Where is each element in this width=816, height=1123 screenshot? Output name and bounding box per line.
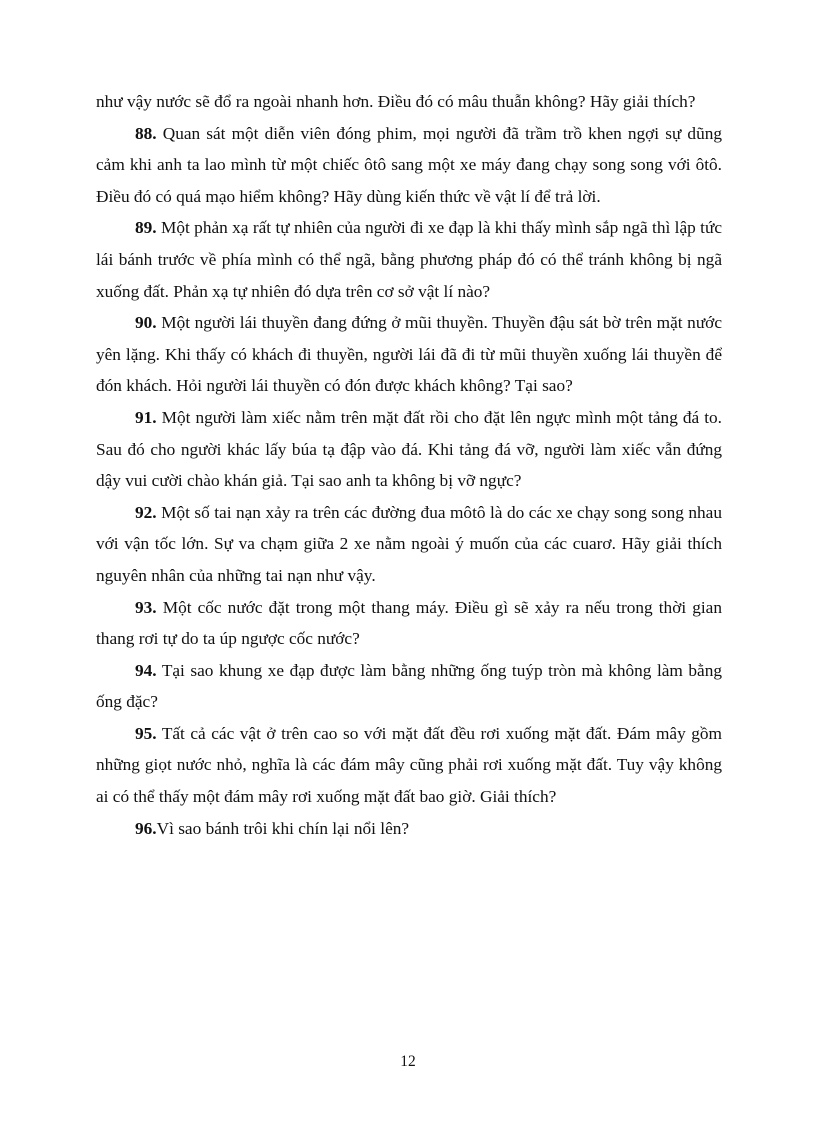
question-88 (96, 118, 722, 213)
continuation-paragraph: như vậy nước sẽ đổ ra ngoài nhanh hơn. Điều đó có mâu thuẫn không? Hãy giải thích? (96, 92, 696, 111)
question-text: Một cốc nước đặt trong một thang máy. Điều gì sẽ xảy ra nếu trong thời gian thang rơi tự do ta úp ngược cốc nước? (96, 597, 722, 649)
question-91 (96, 402, 722, 497)
question-text: Một số tai nạn xảy ra trên các đường đua môtô là do các xe chạy song song nhau với vận tốc lớn. Sự va chạm giữa 2 xe nằm ngoài ý muốn của các cuarơ. Hãy giải thích nguyên nhân của những tai nạn như vậy. (96, 502, 722, 585)
page-number: 12 (400, 1053, 416, 1070)
question-number: 91. (135, 407, 157, 427)
question-96 (96, 813, 722, 845)
question-number: 96. (135, 818, 157, 838)
question-text: Vì sao bánh trôi khi chín lại nổi lên? (156, 818, 410, 838)
question-94 (96, 655, 722, 718)
question-89 (96, 212, 722, 307)
question-number: 94. (135, 660, 157, 680)
question-text: Một người làm xiếc nằm trên mặt đất rồi cho đặt lên ngực mình một tảng đá to. Sau đó cho người khác lấy búa tạ đập vào đá. Khi tảng đá vỡ, người làm xiếc vẫn đứng dậy vui cười chào khán giả. Tại sao anh ta không bị vỡ ngực? (96, 407, 722, 491)
page-content (96, 86, 722, 844)
question-number: 88. (135, 123, 157, 143)
question-90 (96, 307, 722, 402)
question-95 (96, 718, 722, 813)
question-text: Quan sát một diễn viên đóng phim, mọi người đã trầm trồ khen ngợi sự dũng cảm khi anh ta lao mình từ một chiếc ôtô sang một xe máy đang chạy song song với ôtô. Điều đó có quá mạo hiểm không? Hãy dùng kiến thức về vật lí để trả lời. (96, 123, 722, 206)
question-text: Tất cả các vật ở trên cao so với mặt đất đều rơi xuống mặt đất. Đám mây gồm những giọt nước nhỏ, nghĩa là các đám mây cũng phải rơi xuống mặt đất. Tuy vậy không ai có thể thấy một đám mây rơi xuống mặt đất bao giờ. Giải thích? (96, 723, 722, 807)
question-93 (96, 592, 722, 655)
question-number: 92. (135, 502, 157, 522)
question-92 (96, 497, 722, 592)
question-number: 93. (135, 597, 157, 617)
question-text: Tại sao khung xe đạp được làm bằng những ống tuýp tròn mà không làm bằng ống đặc? (96, 660, 722, 712)
question-text: Một phản xạ rất tự nhiên của người đi xe đạp là khi thấy mình sắp ngã thì lập tức lái bánh trước về phía mình có thể ngã, bằng phương pháp đó có thể tránh không bị ngã xuống đất. Phản xạ tự nhiên đó dựa trên cơ sở vật lí nào? (96, 218, 722, 301)
question-number: 95. (135, 723, 157, 743)
question-number: 90. (135, 313, 157, 333)
question-text: Một người lái thuyền đang đứng ở mũi thuyền. Thuyền đậu sát bờ trên mặt nước yên lặng. Khi thấy có khách đi thuyền, người lái đã đi từ mũi thuyền xuống lái thuyền để đón khách. Hỏi người lái thuyền có đón được khách không? Tại sao? (96, 313, 722, 396)
question-number: 89. (135, 218, 157, 238)
